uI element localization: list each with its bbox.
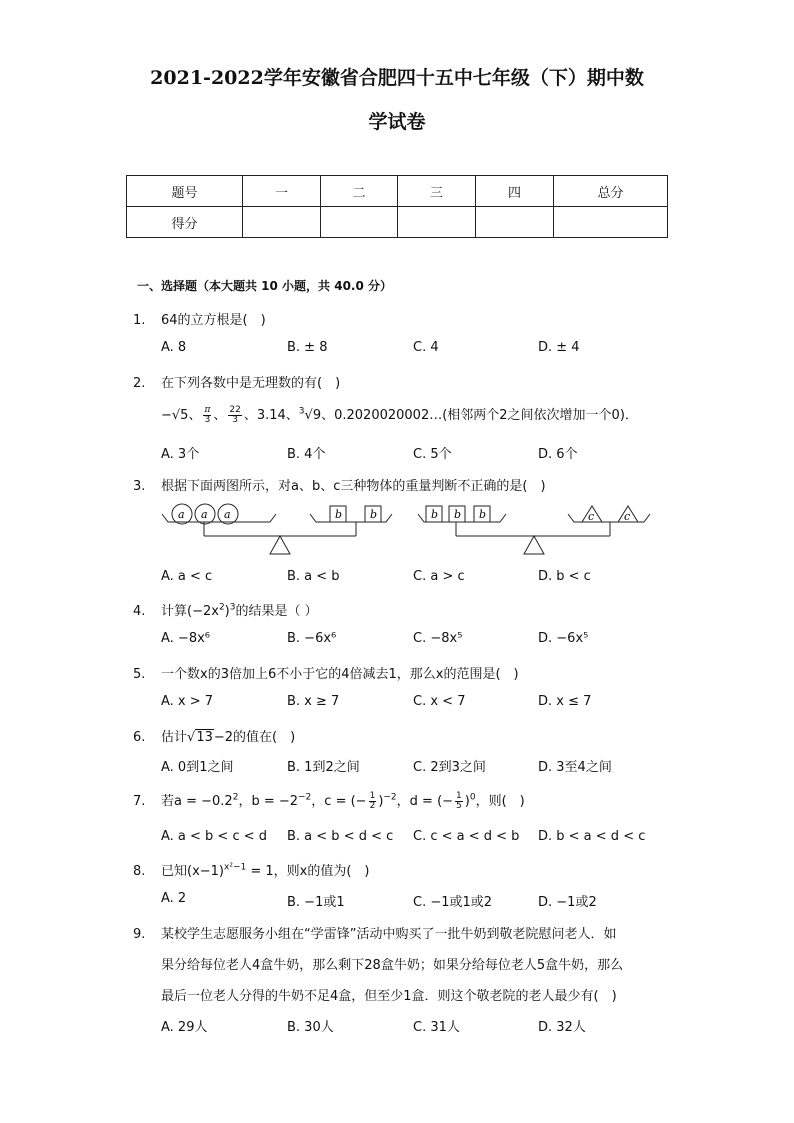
- question-5: [133, 663, 519, 682]
- separator: 、: [213, 408, 227, 423]
- fraction-one-fifth: $\frac{1}{5}$: [456, 791, 462, 811]
- option-d[interactable]: D. −1或2: [538, 895, 597, 910]
- balance-right: [418, 506, 650, 554]
- question-2-number-list: [161, 404, 638, 425]
- question-text: ): [224, 604, 230, 619]
- option-c[interactable]: C. 4: [413, 340, 439, 355]
- weight-label-b: b: [370, 508, 378, 521]
- question-7: [133, 790, 525, 811]
- fraction-pi-over-3: $\frac{\pi}{3}$: [204, 405, 211, 425]
- question-2-options: [161, 443, 681, 463]
- question-3-options: [161, 569, 681, 589]
- option-a[interactable]: A. 3个: [161, 447, 200, 462]
- question-9-line-2: 果分给每位老人4盒牛奶，那么剩下28盒牛奶；如果分给每位老人5盒牛奶，那么: [161, 958, 624, 973]
- weight-label-a: a: [201, 508, 208, 521]
- weight-label-a: a: [224, 508, 231, 521]
- score-cell[interactable]: [554, 207, 668, 238]
- question-text: 某校学生志愿服务小组在“学雷锋”活动中购买了一批牛奶到敬老院慰问老人．如: [161, 927, 617, 942]
- option-a[interactable]: A. a < c: [161, 569, 213, 584]
- question-text: ): [464, 794, 470, 809]
- score-cell[interactable]: [243, 207, 321, 238]
- question-number: 1.: [133, 313, 146, 328]
- exponent: −2: [298, 792, 312, 803]
- option-a[interactable]: A. 0到1之间: [161, 760, 234, 775]
- page-title-line-2: 学试卷: [368, 111, 426, 133]
- question-6: [133, 726, 295, 745]
- option-a[interactable]: A. 8: [161, 340, 187, 355]
- weight-label-a: a: [178, 508, 185, 521]
- question-number: 2.: [133, 376, 146, 391]
- score-cell[interactable]: [476, 207, 554, 238]
- question-5-options: [161, 694, 681, 714]
- question-number: 5.: [133, 667, 146, 682]
- question-4-options: [161, 631, 681, 651]
- question-4: [133, 600, 318, 619]
- score-header-cell: 二: [321, 176, 398, 207]
- question-text: ，d = (−: [396, 794, 454, 809]
- option-c[interactable]: C. c < a < d < b: [413, 829, 520, 844]
- score-header-cell: 一: [243, 176, 321, 207]
- radical-sign: √: [304, 408, 313, 423]
- score-cell[interactable]: [321, 207, 398, 238]
- exponent: 2: [232, 792, 239, 803]
- question-6-options: [161, 756, 681, 776]
- option-d[interactable]: D. x ≤ 7: [538, 694, 592, 709]
- option-c[interactable]: C. 31人: [413, 1020, 460, 1035]
- fraction-22-over-3: $\frac{22}{3}$: [229, 405, 241, 425]
- question-text: 的结果是（ ）: [235, 604, 318, 619]
- score-table-header-row: [127, 176, 668, 207]
- option-b[interactable]: B. ± 8: [287, 340, 328, 355]
- weight-label-c: c: [624, 510, 631, 523]
- option-d[interactable]: D. 3至4之间: [538, 760, 612, 775]
- question-text: 在下列各数中是无理数的有( ): [161, 376, 341, 391]
- question-9-options: [161, 1016, 681, 1036]
- weight-label-b: b: [479, 508, 487, 521]
- question-2: [133, 372, 340, 391]
- page-title-line-1: 2021-2022学年安徽省合肥四十五中七年级（下）期中数: [150, 67, 644, 89]
- option-a[interactable]: A. 29人: [161, 1020, 208, 1035]
- option-a[interactable]: A. a < b < c < d: [161, 829, 268, 844]
- score-table: [126, 175, 668, 238]
- weight-label-b: b: [431, 508, 439, 521]
- option-b[interactable]: B. x ≥ 7: [287, 694, 340, 709]
- question-text: 根据下面两图所示，对a、b、c三种物体的重量判断不正确的是( ): [161, 479, 546, 494]
- question-number: 3.: [133, 479, 146, 494]
- exponent: x²−1: [224, 862, 247, 873]
- number-tail-2: 9、0.2020020002…(相邻两个2之间依次增加一个0)．: [312, 408, 638, 423]
- question-number: 7.: [133, 794, 146, 809]
- question-text: ): [378, 794, 384, 809]
- number-tail: 、3.14、: [243, 408, 299, 423]
- weight-label-b: b: [454, 508, 462, 521]
- question-text: ，b = −2: [238, 794, 299, 809]
- weight-label-c: c: [588, 510, 595, 523]
- exponent: −2: [383, 792, 397, 803]
- option-b[interactable]: B. 1到2之间: [287, 760, 360, 775]
- question-8-options: [161, 891, 681, 911]
- radical-sign: √: [187, 730, 196, 745]
- option-a[interactable]: A. −8x⁶: [161, 631, 210, 646]
- option-b[interactable]: B. a < b < d < c: [287, 829, 394, 844]
- option-b[interactable]: B. a < b: [287, 569, 340, 584]
- option-b[interactable]: B. −1或1: [287, 895, 345, 910]
- option-d[interactable]: D. b < a < d < c: [538, 829, 646, 844]
- score-header-cell: 题号: [127, 176, 243, 207]
- balance-diagrams: [160, 500, 660, 562]
- question-1: [133, 309, 266, 328]
- question-number: 8.: [133, 864, 146, 879]
- balance-left: [162, 504, 392, 554]
- option-c[interactable]: C. −1或1或2: [413, 895, 493, 910]
- option-d[interactable]: D. ± 4: [538, 340, 580, 355]
- option-c[interactable]: C. a > c: [413, 569, 465, 584]
- option-c[interactable]: C. 5个: [413, 447, 452, 462]
- score-header-cell: 四: [476, 176, 554, 207]
- option-c[interactable]: C. −8x⁵: [413, 631, 463, 646]
- question-number: 4.: [133, 604, 146, 619]
- option-d[interactable]: D. −6x⁵: [538, 631, 589, 646]
- score-header-cell: 三: [398, 176, 476, 207]
- option-b[interactable]: B. 4个: [287, 447, 326, 462]
- option-a[interactable]: A. 2: [161, 891, 187, 906]
- option-d[interactable]: D. b < c: [538, 569, 591, 584]
- question-text: 估计: [161, 730, 188, 745]
- neg-sqrt5: −√5、: [161, 408, 202, 423]
- option-b[interactable]: B. −6x⁶: [287, 631, 337, 646]
- question-9-line-3: 最后一位老人分得的牛奶不足4盒，但至少1盒．则这个敬老院的老人最少有( ): [161, 989, 617, 1004]
- question-9: [133, 923, 616, 942]
- radicand: 13: [196, 730, 213, 745]
- option-d[interactable]: D. 6个: [538, 447, 578, 462]
- question-text: 计算(−2x: [161, 604, 219, 619]
- option-b[interactable]: B. 30人: [287, 1020, 334, 1035]
- option-a[interactable]: A. x > 7: [161, 694, 214, 709]
- question-text: 若a = −0.2: [161, 794, 233, 809]
- question-1-options: [161, 340, 681, 360]
- question-text: 64的立方根是( ): [161, 313, 266, 328]
- question-text: −2的值在( ): [213, 730, 296, 745]
- option-d[interactable]: D. 32人: [538, 1020, 586, 1035]
- question-text: ，则( ): [475, 794, 525, 809]
- weight-label-b: b: [335, 508, 343, 521]
- option-c[interactable]: C. 2到3之间: [413, 760, 486, 775]
- score-row-label: 得分: [127, 207, 243, 238]
- section-heading: 一、选择题（本大题共 10 小题，共 40.0 分）: [137, 279, 393, 293]
- question-7-options: [161, 829, 681, 849]
- question-text: 已知(x−1): [161, 864, 225, 879]
- question-number: 9.: [133, 927, 146, 942]
- exponent: 2: [218, 602, 225, 613]
- question-8: [133, 860, 369, 879]
- question-text: = 1，则x的值为( ): [246, 864, 370, 879]
- cube-root-index: 3: [298, 406, 305, 417]
- score-cell[interactable]: [398, 207, 476, 238]
- exponent: 3: [229, 602, 236, 613]
- score-table-row: [127, 207, 668, 238]
- exponent: 0: [469, 792, 476, 803]
- score-header-cell: 总分: [554, 176, 668, 207]
- question-text: 一个数x的3倍加上6不小于它的4倍减去1，那么x的范围是( ): [161, 667, 519, 682]
- question-text: ，c = (−: [311, 794, 367, 809]
- option-c[interactable]: C. x < 7: [413, 694, 466, 709]
- question-number: 6.: [133, 730, 146, 745]
- question-3: [133, 475, 546, 494]
- fraction-one-half: $\frac{1}{2}$: [369, 791, 376, 811]
